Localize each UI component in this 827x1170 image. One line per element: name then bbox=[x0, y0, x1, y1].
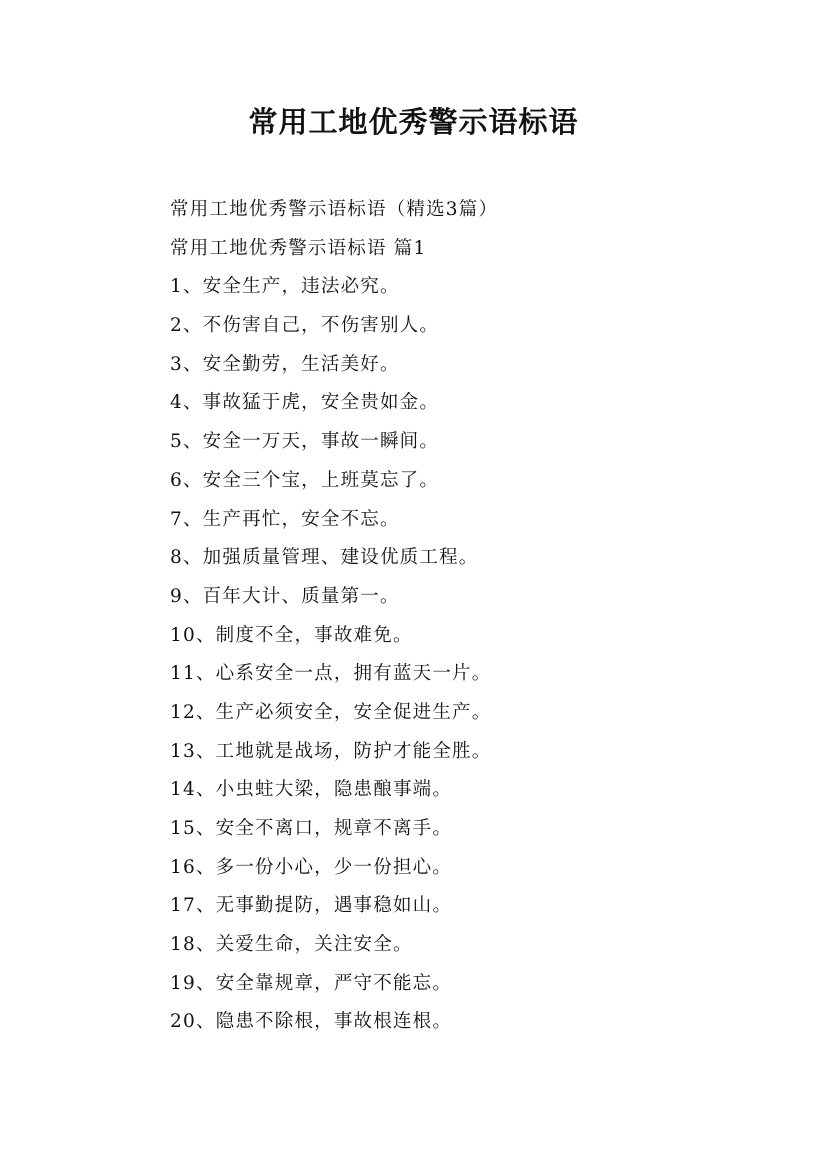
list-item: 14、小虫蛀大梁，隐患酿事端。 bbox=[170, 779, 453, 801]
list-item: 18、关爱生命，关注安全。 bbox=[170, 934, 413, 956]
document-subtitle: 常用工地优秀警示语标语（精选3篇） bbox=[170, 199, 499, 220]
list-item: 6、安全三个宝，上班莫忘了。 bbox=[170, 469, 440, 491]
list-item: 9、百年大计、质量第一。 bbox=[170, 585, 400, 607]
list-item: 15、安全不离口，规章不离手。 bbox=[170, 818, 453, 839]
list-item: 7、生产再忙，安全不忘。 bbox=[170, 508, 400, 530]
list-item: 12、生产必须安全，安全促进生产。 bbox=[170, 701, 492, 723]
document-title: 常用工地优秀警示语标语 bbox=[248, 105, 579, 139]
list-item: 3、安全勤劳，生活美好。 bbox=[170, 353, 400, 375]
list-item: 20、隐患不除根，事故根连根。 bbox=[170, 1011, 453, 1033]
list-item: 4、事故猛于虎，安全贵如金。 bbox=[170, 392, 440, 414]
list-item: 5、安全一万天，事故一瞬间。 bbox=[170, 431, 440, 453]
section-heading: 常用工地优秀警示语标语 篇1 bbox=[170, 237, 427, 259]
list-item: 2、不伤害自己，不伤害别人。 bbox=[170, 315, 440, 337]
list-item: 1、安全生产，违法必究。 bbox=[170, 276, 400, 298]
list-item: 11、心系安全一点，拥有蓝天一片。 bbox=[170, 663, 492, 685]
list-item: 19、安全靠规章，严守不能忘。 bbox=[170, 972, 453, 994]
document-body bbox=[170, 191, 770, 1042]
list-item: 8、加强质量管理、建设优质工程。 bbox=[170, 547, 479, 569]
list-item: 13、工地就是战场，防护才能全胜。 bbox=[170, 740, 492, 762]
list-item: 16、多一份小心，少一份担心。 bbox=[170, 856, 453, 878]
list-item: 10、制度不全，事故难免。 bbox=[170, 624, 413, 646]
list-item: 17、无事勤提防，遇事稳如山。 bbox=[170, 895, 453, 917]
